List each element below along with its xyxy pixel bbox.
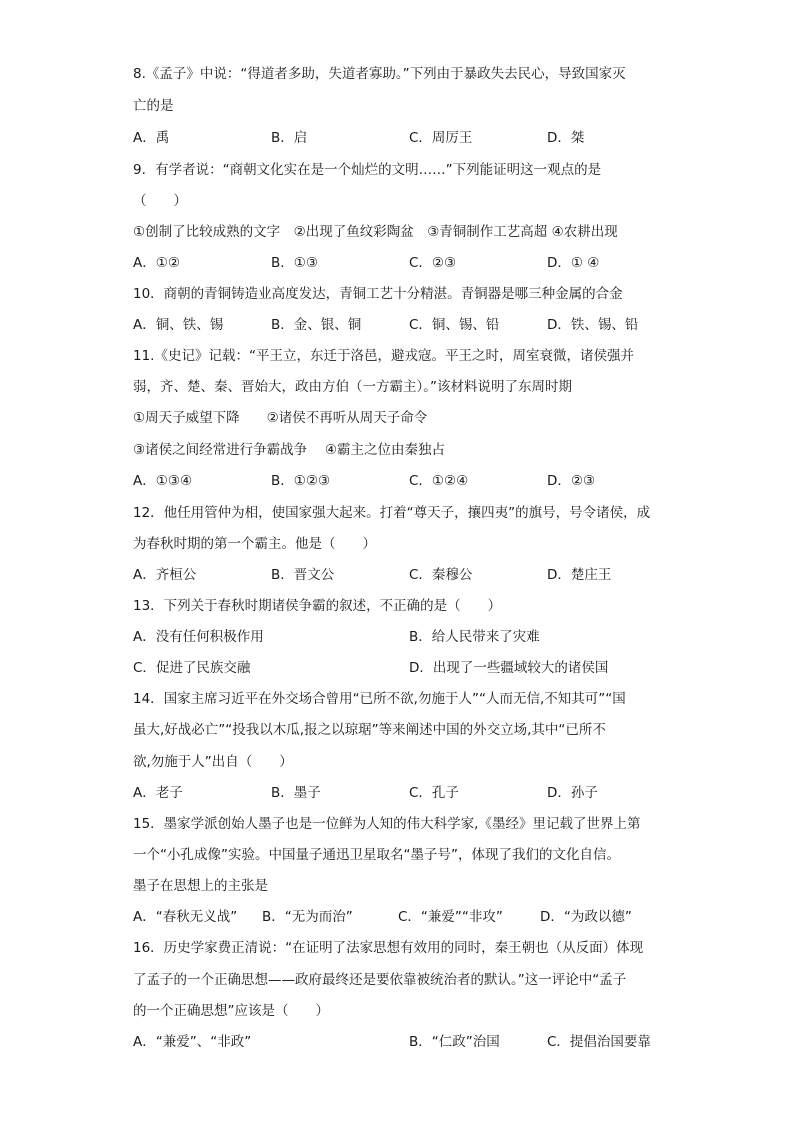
question-11-option-b: B．①②③ xyxy=(271,473,331,489)
question-8-option-c: C．周厉王 xyxy=(409,130,473,146)
question-15-line-3: 墨子在思想上的主张是 xyxy=(133,878,268,894)
question-12-option-d: D．楚庄王 xyxy=(547,567,612,583)
question-16-option-c: C．提倡治国要靠 xyxy=(547,1034,651,1050)
question-14-line-1: 14．国家主席习近平在外交场合曾用“已所不欲,勿施于人”“人而无信,不知其可”“国 xyxy=(133,691,626,707)
question-9-option-c: C．②③ xyxy=(409,255,457,271)
question-11-line-3: ①周天子威望下降 ②诸侯不再听从周天子命令 xyxy=(133,410,428,426)
question-11-option-c: C．①②④ xyxy=(409,473,469,489)
question-12-option-a: A．齐桓公 xyxy=(133,567,197,583)
question-8-option-a: A．禹 xyxy=(133,130,170,146)
question-10-option-b: B．金、银、铜 xyxy=(271,317,362,333)
question-15-option-d: D．“为政以德” xyxy=(540,909,632,925)
question-12-line-1: 12．他任用管仲为相，使国家强大起来。打着“尊天子，攘四夷”的旗号，号令诸侯，成 xyxy=(133,505,651,521)
question-8-option-d: D．桀 xyxy=(547,130,585,146)
question-11-option-d: D．②③ xyxy=(547,473,596,489)
question-12-line-2: 为春秋时期的第一个霸主。他是（ ） xyxy=(133,536,376,552)
question-8-option-b: B．启 xyxy=(271,130,308,146)
question-11-line-2: 弱，齐、楚、秦、晋始大，政由方伯（一方霸主）。”该材料说明了东周时期 xyxy=(133,379,572,395)
question-11-line-1: 11.《史记》记载：“平王立，东迁于洛邑，避戎寇。平王之时，周室衰微，诸侯强并 xyxy=(133,348,634,364)
question-9-option-a: A．①② xyxy=(133,255,180,271)
question-14-line-2: 虽大,好战必亡”“投我以木瓜,报之以琼琚”等来阐述中国的外交立场,其中“已所不 xyxy=(133,722,606,738)
question-15-option-a: A．“春秋无义战” xyxy=(133,909,238,925)
question-11-line-4: ③诸侯之间经常进行争霸战争 ④霸主之位由秦独占 xyxy=(133,442,445,458)
question-16-line-2: 了孟子的一个正确思想——政府最终还是要依靠被统治者的默认。”这一评论中“孟子 xyxy=(133,972,627,988)
question-14-line-3: 欲,勿施于人”出自（ ） xyxy=(133,754,293,770)
question-9-line-2: （ ） xyxy=(133,193,187,209)
question-12-option-b: B．晋文公 xyxy=(271,567,335,583)
question-9-line-1: 9．有学者说：“商朝文化实在是一个灿烂的文明……”下列能证明这一观点的是 xyxy=(133,162,602,178)
question-10-option-d: D．铁、锡、铅 xyxy=(547,317,639,333)
question-8-line-2: 亡的是 xyxy=(133,98,174,114)
question-14-option-c: C．孔子 xyxy=(409,785,459,801)
question-10-option-c: C．铜、锡、铅 xyxy=(409,317,500,333)
question-13-option-c: C．促进了民族交融 xyxy=(133,660,251,676)
question-16-option-b: B．“仁政”治国 xyxy=(409,1034,500,1050)
question-14-option-a: A．老子 xyxy=(133,785,183,801)
question-15-option-b: B．“无为而治” xyxy=(262,909,353,925)
question-9-line-3: ①创制了比较成熟的文字 ②出现了鱼纹彩陶盆 ③青铜制作工艺高超 ④农耕出现 xyxy=(133,224,618,240)
question-11-option-a: A．①③④ xyxy=(133,473,193,489)
question-12-option-c: C．秦穆公 xyxy=(409,567,473,583)
question-8-line-1: 8.《孟子》中说：“得道者多助，失道者寡助。”下列由于暴政失去民心，导致国家灭 xyxy=(133,66,626,82)
question-15-option-c: C．“兼爱”“非攻” xyxy=(398,909,503,925)
question-13-option-d: D．出现了一些疆域较大的诸侯国 xyxy=(409,660,609,676)
question-16-option-a: A．“兼爱”、“非政” xyxy=(133,1034,252,1050)
question-13-line-1: 13．下列关于春秋时期诸侯争霸的叙述，不正确的是（ ） xyxy=(133,598,502,614)
question-13-option-a: A．没有任何积极作用 xyxy=(133,629,264,645)
question-16-line-1: 16．历史学家费正清说：“在证明了法家思想有效用的同时，秦王朝也（从反面）体现 xyxy=(133,940,644,956)
question-13-option-b: B．给人民带来了灾难 xyxy=(409,629,540,645)
question-15-line-2: 一个“小孔成像”实验。中国量子通迅卫星取名“墨子号”，体现了我们的文化自信。 xyxy=(133,847,620,863)
question-10-option-a: A．铜、铁、锡 xyxy=(133,317,224,333)
question-10-line-1: 10．商朝的青铜铸造业高度发达，青铜工艺十分精湛。青铜器是哪三种金属的合金 xyxy=(133,286,623,302)
question-14-option-b: B．墨子 xyxy=(271,785,321,801)
question-9-option-b: B．①③ xyxy=(271,255,318,271)
question-9-option-d: D．① ④ xyxy=(547,255,600,271)
question-16-line-3: 的一个正确思想”应该是（ ） xyxy=(133,1003,329,1019)
question-15-line-1: 15．墨家学派创始人墨子也是一位鲜为人知的伟大科学家,《墨经》里记载了世界上第 xyxy=(133,816,641,832)
question-14-option-d: D．孙子 xyxy=(547,785,598,801)
